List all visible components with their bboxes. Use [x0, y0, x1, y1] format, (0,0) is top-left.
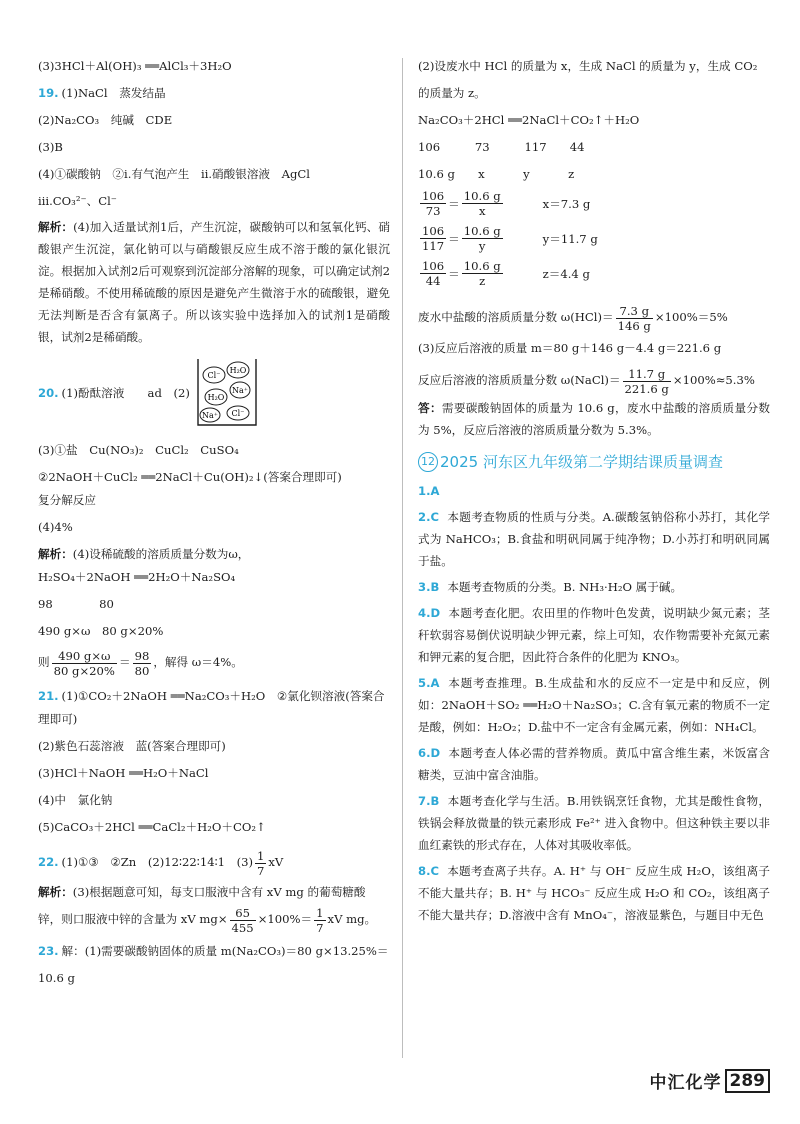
equals-sign: ＝ [118, 655, 131, 669]
answer-item [418, 790, 770, 856]
right-column [418, 58, 770, 930]
ion-label: Na⁺ [201, 411, 218, 420]
fraction [462, 259, 503, 288]
q20-answer4: 复分解反应 [38, 493, 96, 507]
r-solution-mass: (3)反应后溶液的质量 m＝80 g＋146 g－4.4 g＝221.6 g [418, 341, 722, 355]
q19-analysis-text: (4)加入适量试剂1后，产生沉淀，碳酸钠可以和氢氧化钙、硝酸银产生沉淀，氯化钠可以与硝酸银反应生成不溶于酸的氯化银沉淀。根据加入试剂2后可观察到沉淀部分溶解的现象，可以确定试剂2是稀硝酸。不使用稀硫酸的原因是避免产生微溶于水的硫酸银，避免无法判断是否含有氯离子。所以该实验中选择加入的试剂1是硝酸银，试剂2是稀硝酸。 [38, 220, 390, 344]
q20-answer2: (3)①盐 Cu(NO₃)₂ CuCl₂ CuSO₄ [38, 443, 239, 457]
answer-item-number: 5.A [418, 676, 440, 690]
q20-analysis-text: (4)设稀硫酸的溶质质量分数为ω， [72, 547, 250, 561]
q19-answer5: ⅲ.CO₃²⁻、Cl⁻ [38, 194, 117, 208]
q20-answer3: ②2NaOH＋CuCl₂ ══2NaCl＋Cu(OH)₂↓(答案合理即可) [38, 470, 342, 484]
r-equation: Na₂CO₃＋2HCl ══2NaCl＋CO₂↑＋H₂O [418, 113, 640, 127]
fraction-denominator: 7 [316, 920, 324, 935]
proportion-result: ，解得 ω＝4%。 [153, 655, 243, 669]
q23-answer1: 解：(1)需要碳酸钠固体的质量 m(Na₂CO₃)＝80 g×13.25%＝ [61, 944, 389, 958]
fraction [314, 906, 325, 935]
fraction-numerator: 11.7 g [623, 367, 671, 382]
fraction-denominator: 73 [425, 204, 441, 218]
fraction-numerator: 10.6 g [463, 259, 501, 273]
fraction [623, 367, 671, 396]
result-y: y＝11.7 g [542, 231, 598, 246]
q19-answer4: (4)①碳酸钠 ②ⅰ.有气泡产生 ⅱ.硝酸银溶液 AgCl [38, 167, 310, 181]
fraction-numerator: 10.6 g [463, 224, 501, 238]
analysis-label: 解析： [38, 220, 74, 234]
answer-item-text: 本题考查化肥。农田里的作物叶色发黄，说明缺少氮元素；茎秆软弱容易倒伏说明缺少钾元素，综上可知，农作物需要补充氮元素和钾元素的复合肥，因此符合条件的化肥为 KNO₃。 [418, 606, 770, 664]
fraction [420, 224, 446, 253]
ion-label: H₂O [229, 366, 247, 375]
ion-label: Cl⁻ [231, 409, 245, 418]
page-footer [650, 1068, 771, 1093]
fraction-numerator: 10.6 g [463, 189, 501, 203]
q19-analysis [38, 216, 390, 348]
ion-label: Na⁺ [231, 386, 248, 395]
fraction-denominator: 80 [134, 663, 150, 678]
fraction-denominator: 7 [257, 863, 265, 878]
fraction [255, 849, 266, 878]
q21-answer2: (2)紫色石蕊溶液 蓝(答案合理即可) [38, 739, 226, 753]
fraction [52, 649, 117, 678]
q19-answer2: (2)Na₂CO₃ 纯碱 CDE [38, 113, 173, 127]
q22-analysis-line1 [38, 884, 390, 901]
answer-item [418, 860, 770, 926]
answer-item-text: 本题考查人体必需的营养物质。黄瓜中富含维生素，米饭富含糖类，豆油中富含油脂。 [418, 746, 770, 782]
answer-text: 需要碳酸钠固体的质量为 10.6 g，废水中盐酸的溶质质量分数为 5%，反应后溶液的溶质质量分数为 5.3%。 [418, 401, 770, 437]
fraction [462, 189, 503, 218]
answer-item [418, 602, 770, 668]
answer-item [418, 576, 770, 598]
q20-ratio-bottom: 490 g×ω 80 g×20% [38, 624, 164, 638]
fraction [420, 189, 446, 218]
q22-analysis-mid: ×100%＝ [257, 912, 313, 926]
answer-label: 答： [418, 401, 442, 415]
w-nacl-suffix: ×100%≈5.3% [672, 373, 755, 387]
q22-analysis-text: (3)根据题意可知，每支口服液中含有 xV mg 的葡萄糖酸 [72, 885, 366, 899]
fraction-numerator: 7.3 g [616, 304, 653, 319]
q22-analysis-prefix: 锌，则口服液中锌的含量为 xV mg× [38, 912, 228, 926]
q22-number: 22. [38, 855, 59, 869]
ion-label: H₂O [207, 393, 225, 402]
proportion-x: $\frac{106}{73}$ ＝ $\frac{10.6 g}{x}$ x＝7.3 g [422, 189, 591, 218]
proportion-z: $\frac{106}{44}$ ＝ $\frac{10.6 g}{z}$ z＝4.4 g [422, 259, 590, 288]
answer-item [418, 672, 770, 738]
q23-line1 [38, 943, 390, 960]
q19-line1 [38, 85, 390, 102]
answer-item-number: 1.A [418, 484, 440, 498]
fraction-denominator: x [478, 204, 486, 218]
q21-answer1: (1)①CO₂＋2NaOH ══Na₂CO₃＋H₂O ②氯化钡溶液(答案合 [61, 689, 385, 703]
q23-number: 23. [38, 944, 59, 958]
section-title-text: 2025 河东区九年级第二学期结课质量调查 [440, 453, 723, 471]
answer-item-text: 本题考查推理。B.生成盐和水的反应不一定是中和反应，例如：2NaOH＋SO₂ ══H₂O＋Na₂SO₃；C.含有氧元素的物质不一定是酸，例如：H₂O₂；D.盐中不一定含有金属元素，例如：NH₄Cl。 [418, 676, 770, 734]
proportion-y: $\frac{106}{117}$ ＝ $\frac{10.6 g}{y}$ y＝11.7 g [422, 224, 598, 253]
r-setup1: (2)设废水中 HCl 的质量为 x，生成 NaCl 的质量为 y，生成 CO₂ [418, 59, 758, 73]
q20-answer5: (4)4% [38, 520, 73, 534]
analysis-label: 解析： [38, 885, 73, 899]
answer-item-text: 本题考查物质的性质与分类。A.碳酸氢钠俗称小苏打，其化学式为 NaHCO₃；B.食盐和明矾同属于纯净物；D.小苏打和明矾同属于盐。 [418, 510, 770, 568]
q21-answer1b: 理即可) [38, 712, 78, 726]
q23-answer2: 10.6 g [38, 971, 75, 985]
answer-item-number: 4.D [418, 606, 441, 620]
fraction-numerator: 106 [422, 259, 445, 273]
q22-answer: (1)①③ ②Zn (2)12∶22∶14∶1 (3) [61, 855, 253, 869]
answer-item-text: 本题考查离子共存。A. H⁺ 与 OH⁻ 反应生成 H₂O，该组离子不能大量共存；B. H⁺ 与 HCO₃⁻ 反应生成 H₂O 和 CO₂，该组离子不能大量共存；D.溶液中含有 MnO₄⁻，溶液显紫色，与题目中无色 [418, 864, 770, 922]
result-z: z＝4.4 g [542, 266, 590, 281]
fraction-numerator: 490 g×ω [52, 649, 117, 664]
fraction-denominator: 146 g [617, 318, 651, 333]
q21-line1 [38, 688, 390, 705]
fraction [462, 224, 503, 253]
w-nacl [418, 363, 770, 397]
answer-item-number: 3.B [418, 580, 440, 594]
q22-line1 [38, 846, 390, 878]
q20-proportion [38, 646, 390, 678]
proportion-prefix: 则 [38, 655, 50, 669]
q19-number: 19. [38, 86, 59, 100]
fraction [616, 304, 653, 333]
q19-answer1: (1)NaCl 蒸发结晶 [61, 86, 166, 100]
column-divider [402, 58, 403, 1058]
ion-label: Cl⁻ [207, 371, 221, 380]
q21-answer4: (4)中 氯化钠 [38, 793, 113, 807]
fraction-denominator: 44 [425, 274, 441, 288]
page-number: 289 [725, 1069, 771, 1093]
answer-item [418, 742, 770, 786]
fraction-denominator: 117 [422, 239, 445, 253]
section-number-badge: 12 [418, 452, 438, 472]
w-hcl-prefix: 废水中盐酸的溶质质量分数 ω(HCl)＝ [418, 310, 614, 324]
q20-answer1: (1)酚酞溶液 ad (2) [61, 385, 190, 400]
q22-answer-suffix: xV [268, 855, 284, 869]
choice-answers [418, 480, 770, 926]
r-setup2: 的质量为 z。 [418, 86, 486, 100]
fraction-denominator: y [478, 239, 486, 253]
fraction [133, 649, 152, 678]
analysis-label: 解析： [38, 547, 73, 561]
answer-item-number: 8.C [418, 864, 439, 878]
answer-item-number: 7.B [418, 794, 440, 808]
final-answer [418, 397, 770, 441]
section-title [418, 451, 770, 472]
fraction [230, 906, 256, 935]
q20-analysis-line1 [38, 546, 390, 563]
beaker-diagram [194, 357, 260, 429]
q19-answer3: (3)B [38, 140, 63, 154]
q20-line1 [38, 354, 390, 432]
q20-equation: H₂SO₄＋2NaOH ══2H₂O＋Na₂SO₄ [38, 570, 236, 584]
q22-analysis-line2 [38, 901, 390, 937]
r-masses: 10.6 g x y z [418, 167, 575, 181]
fraction-numerator: 1 [257, 848, 265, 863]
q21-number: 21. [38, 689, 59, 703]
result-x: x＝7.3 g [542, 196, 591, 211]
r-molar-masses: 106 73 117 44 [418, 140, 585, 154]
fraction-numerator: 98 [134, 648, 150, 663]
q20-number: 20. [38, 385, 59, 400]
left-column [38, 58, 390, 987]
answer-item-text: 本题考查化学与生活。B.用铁锅烹饪食物，尤其是酸性食物，铁锅会释放微量的铁元素形成 Fe²⁺ 进入食物中。但这种铁主要以非血红素铁的形式存在，人体对其吸收率低。 [418, 794, 770, 852]
fraction-numerator: 65 [230, 906, 256, 921]
answer-item-number: 6.D [418, 746, 441, 760]
w-hcl [418, 300, 770, 334]
fraction-denominator: 221.6 g [624, 381, 669, 396]
answer-item-text: 本题考查物质的分类。B. NH₃·H₂O 属于碱。 [447, 580, 683, 594]
fraction-denominator: 80 g×20% [53, 663, 115, 678]
fraction [420, 259, 446, 288]
publisher-name: 中汇化学 [649, 1073, 722, 1093]
q18-part3: (3)3HCl＋Al(OH)₃ ══AlCl₃＋3H₂O [38, 59, 232, 73]
fraction-numerator: 106 [422, 224, 445, 238]
fraction-numerator: 1 [316, 905, 324, 920]
fraction-numerator: 106 [422, 189, 445, 203]
w-hcl-suffix: ×100%＝5% [654, 310, 728, 324]
answer-item [418, 506, 770, 572]
q20-ratio-top: 98 80 [38, 597, 114, 611]
q21-answer5: (5)CaCO₃＋2HCl ══CaCl₂＋H₂O＋CO₂↑ [38, 820, 266, 834]
q21-answer3: (3)HCl＋NaOH ══H₂O＋NaCl [38, 766, 209, 780]
q22-analysis-suffix: xV mg。 [327, 912, 377, 926]
fraction-denominator: 455 [231, 920, 254, 935]
w-nacl-prefix: 反应后溶液的溶质质量分数 ω(NaCl)＝ [418, 373, 621, 387]
answer-item [418, 480, 770, 502]
answer-item-number: 2.C [418, 510, 439, 524]
fraction-denominator: z [479, 274, 486, 288]
